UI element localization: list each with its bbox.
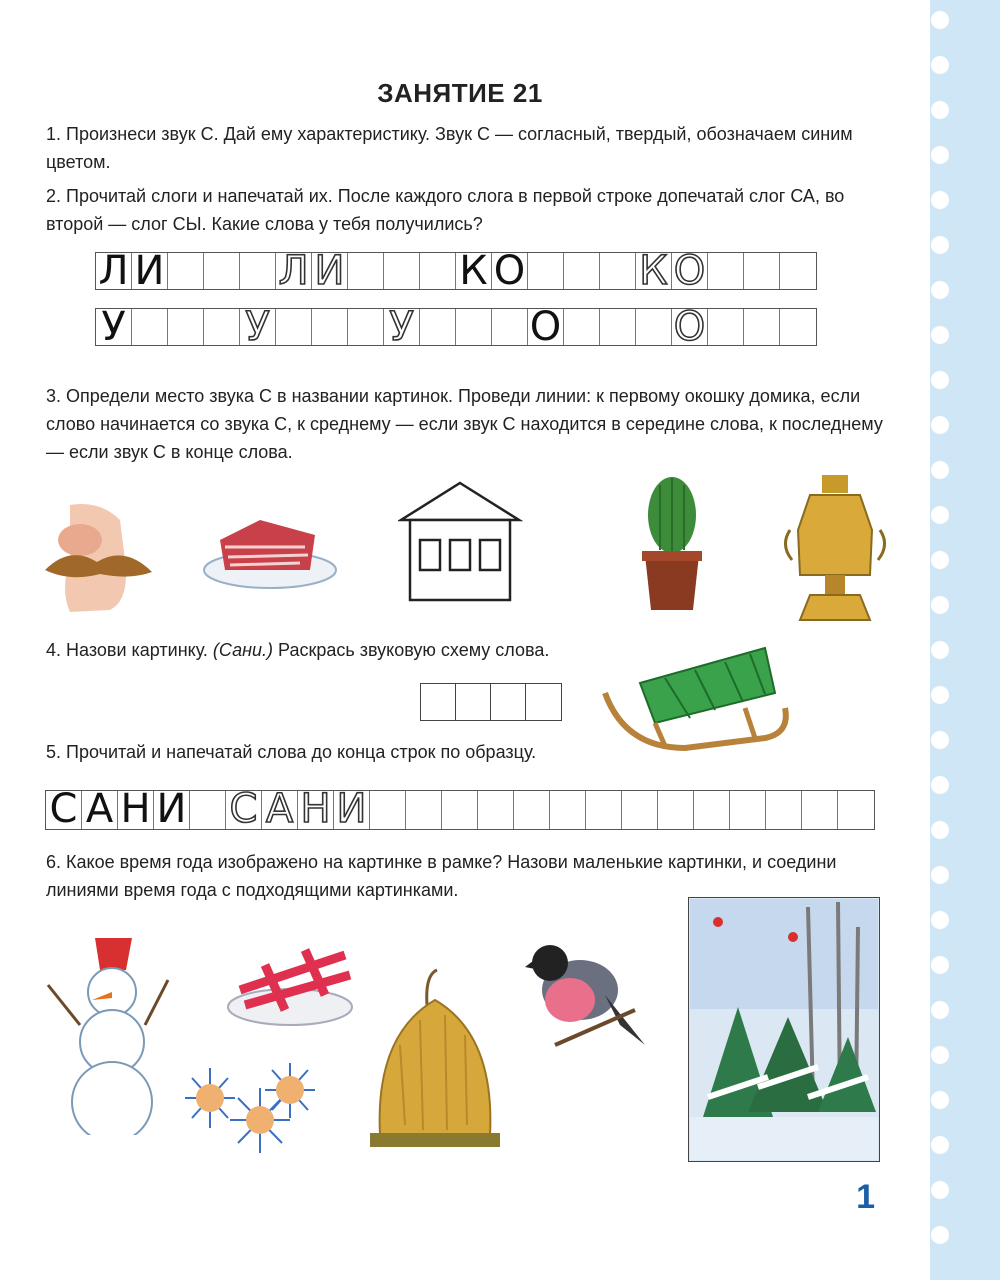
grid-cell[interactable] [204,253,240,289]
grid-cell[interactable] [564,309,600,345]
grid-cell[interactable] [132,309,168,345]
grid-cell[interactable] [168,253,204,289]
grid-cell[interactable]: И [132,253,168,289]
grid-cell[interactable]: У [240,309,276,345]
sound-scheme-boxes[interactable] [420,683,562,721]
grid-cell[interactable] [456,309,492,345]
puzzle-edge-icon [930,0,1000,1280]
grid-cell[interactable]: И [154,791,190,829]
grid-cell[interactable] [766,791,802,829]
grid-cell[interactable] [420,253,456,289]
grid-cell[interactable] [406,791,442,829]
sound-box-4[interactable] [526,684,561,720]
grid-cell[interactable] [730,791,766,829]
grid-cell[interactable]: А [82,791,118,829]
grid-cell[interactable] [708,309,744,345]
grid-cell[interactable] [348,253,384,289]
grid-cell[interactable] [600,253,636,289]
grid-cell[interactable]: О [672,309,708,345]
task-2-text: 2. Прочитай слоги и напечатай их. После каждого слога в первой строке допечатай слог СА, во второй — слог СЫ. Какие слова у тебя получились? [46,186,845,234]
grid-cell[interactable]: О [528,309,564,345]
grid-cell[interactable] [802,791,838,829]
grid-cell[interactable] [514,791,550,829]
cactus-picture [635,475,710,615]
winter-landscape-picture [688,897,880,1162]
grid-cell[interactable] [550,791,586,829]
grid-cell[interactable]: К [636,253,672,289]
grid-cell[interactable]: Л [276,253,312,289]
grid-cell[interactable] [622,791,658,829]
lesson-title: ЗАНЯТИЕ 21 [377,78,543,108]
grid-cell[interactable] [312,309,348,345]
grid-cell[interactable] [600,309,636,345]
haystack-picture [365,965,505,1160]
grid-cell[interactable] [780,253,816,289]
house-diagram [398,480,523,605]
sandals-picture [225,935,360,1030]
meat-on-plate-picture [200,515,340,590]
grid-cell[interactable] [276,309,312,345]
grid-cell[interactable] [420,309,456,345]
mustache-nose-picture [40,500,155,615]
grid-cell[interactable] [478,791,514,829]
task-6-text: 6. Какое время года изображено на картинке в рамке? Назови маленькие картинки, и соедини линиями время года с подходящими картинками. [46,852,837,900]
grid-cell[interactable]: О [672,253,708,289]
grid-cell[interactable]: У [384,309,420,345]
grid-cell[interactable] [492,309,528,345]
grid-cell[interactable] [564,253,600,289]
page-border-decoration [930,0,1000,1280]
grid-cell[interactable]: А [262,791,298,829]
grid-cell[interactable]: О [492,253,528,289]
task-5-text: 5. Прочитай и напечатай слова до конца строк по образцу. [46,742,537,762]
grid-cell[interactable]: Л [96,253,132,289]
bullfinch-picture [525,935,655,1060]
grid-cell[interactable] [636,309,672,345]
page-number: 1 [856,1178,875,1216]
grid-cell[interactable] [658,791,694,829]
task-1-text: 1. Произнеси звук С. Дай ему характеристику. Звук С — согласный, твердый, обозначаем синим цветом. [46,124,853,172]
grid-cell[interactable] [708,253,744,289]
grid-cell[interactable]: И [334,791,370,829]
grid-cell[interactable]: У [96,309,132,345]
snowman-picture [40,930,175,1135]
grid-cell[interactable]: Н [118,791,154,829]
grid-cell[interactable] [694,791,730,829]
task-4-text-a: 4. Назови картинку. [46,640,213,660]
task-4-text-b: Раскрась звуковую схему слова. [273,640,550,660]
task-4-hint: (Сани.) [212,640,274,660]
grid-cell[interactable] [204,309,240,345]
grid-cell[interactable]: И [312,253,348,289]
sound-box-1[interactable] [421,684,456,720]
grid-cell[interactable] [838,791,874,829]
grid-cell[interactable]: Н [298,791,334,829]
grid-cell[interactable] [240,253,276,289]
grid-cell[interactable] [744,253,780,289]
sound-box-2[interactable] [456,684,491,720]
syllable-grid-row-1[interactable] [95,248,817,294]
grid-cell[interactable] [780,309,816,345]
grid-cell[interactable]: С [46,791,82,829]
grid-cell[interactable]: К [456,253,492,289]
samovar-picture [780,470,890,635]
grid-cell[interactable] [168,309,204,345]
grid-cell[interactable] [384,253,420,289]
grid-cell[interactable] [190,791,226,829]
word-grid-row[interactable] [45,786,875,832]
grid-cell[interactable]: С [226,791,262,829]
syllable-grid-row-2[interactable] [95,304,817,350]
sound-box-3[interactable] [491,684,526,720]
grid-cell[interactable] [442,791,478,829]
task-3-text: 3. Определи место звука С в названии картинок. Проведи линии: к первому окошку домика, если слово начинается со звука С, к среднему — если звук С находится в середине слова, к последнему — если звук С в конце слова. [46,386,883,462]
snowflakes-picture [180,1058,320,1163]
grid-cell[interactable] [586,791,622,829]
grid-cell[interactable] [528,253,564,289]
grid-cell[interactable] [744,309,780,345]
grid-cell[interactable] [370,791,406,829]
grid-cell[interactable] [348,309,384,345]
